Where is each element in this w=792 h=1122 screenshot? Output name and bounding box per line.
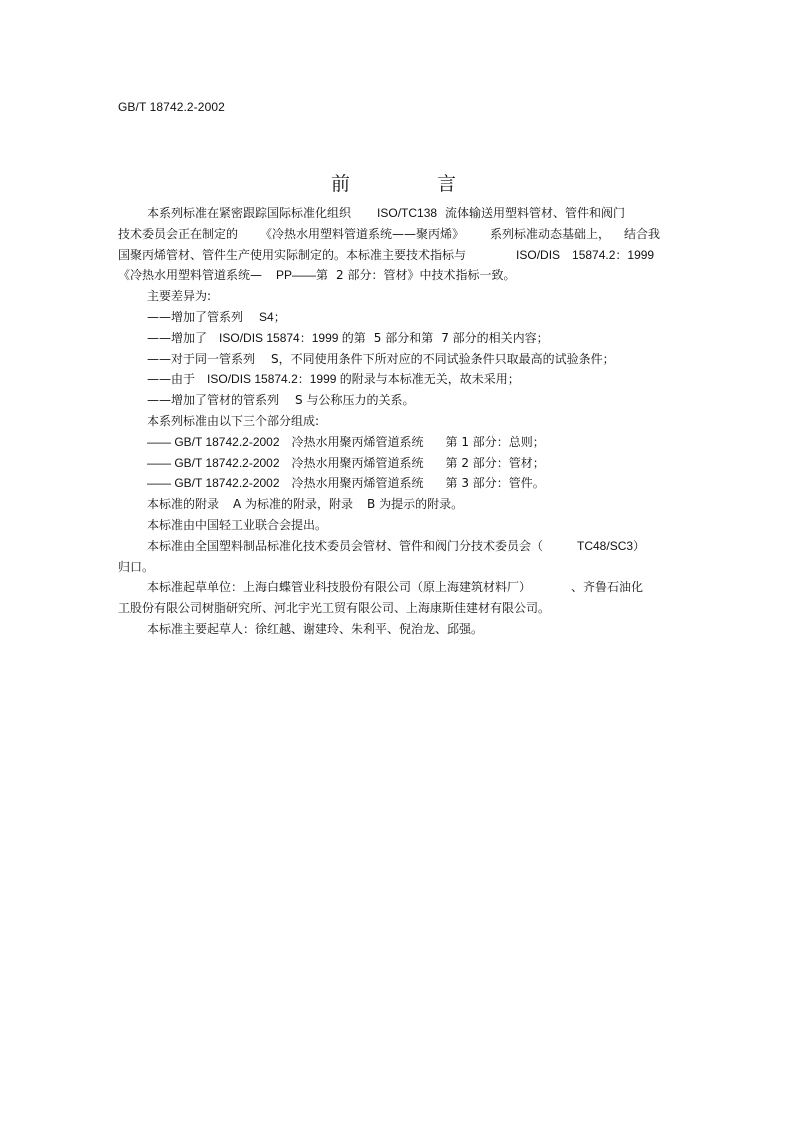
list-item — [118, 390, 678, 411]
text-span: 国聚丙烯管材、管件生产使用实际制定的。本标准主要技术指标与 — [118, 247, 467, 262]
committee-line — [118, 536, 678, 557]
paragraph-line — [118, 224, 678, 245]
paragraph-line — [118, 203, 678, 224]
text-span: 冷热水用聚丙烯管道系统 — [291, 434, 424, 449]
list-item — [118, 328, 678, 349]
text-span: 本系列标准在紧密跟踪国际标准化组织 — [147, 206, 352, 220]
text-span: S4； — [259, 309, 286, 324]
list-item — [118, 369, 678, 390]
text-span: 冷热水用聚丙烯管道系统 — [291, 476, 424, 491]
text-span: ——增加了管系列 — [147, 309, 244, 324]
text-span: 、齐鲁石油化 — [571, 580, 644, 595]
title-char-1: 前 — [331, 173, 351, 195]
text-span: ——增加了 — [147, 330, 208, 345]
committee-line-cont: 归口。 — [118, 559, 155, 574]
text-span: 5 部分和第 — [373, 330, 434, 345]
list-item — [118, 473, 678, 494]
parts-title: 本系列标准由以下三个部分组成: — [147, 413, 320, 428]
text-span: 15874.2：1999 — [572, 247, 655, 262]
text-span: 技术委员会正在制定的 — [118, 226, 239, 241]
paragraph-line — [118, 245, 678, 266]
text-span: —— GB/T 18742.2-2002 — [147, 476, 280, 491]
text-span: 冷热水用聚丙烯管道系统 — [291, 455, 424, 470]
text-span: 《冷热水用塑料管道系统— — [118, 268, 263, 283]
list-item — [118, 349, 678, 370]
text-span: ISO/DIS 15874：1999 的第 — [219, 330, 366, 345]
text-span: 《冷热水用塑料管道系统——聚丙烯》 — [260, 226, 465, 241]
text-span: 第 2 部分：管材； — [445, 455, 545, 470]
text-span: ——增加了管材的管系列 — [147, 393, 280, 408]
text-span: 本标准由全国塑料制品标准化技术委员会管材、管件和阀门分技术委员会（ — [147, 538, 544, 553]
text-span: 本标准起草单位：上海白蝶管业科技股份有限公司（原上海建筑材料厂） — [147, 580, 532, 595]
standard-code-header: GB/T 18742.2-2002 — [118, 100, 225, 114]
appendix-line — [118, 494, 678, 515]
text-span: PP——第 — [276, 268, 329, 283]
text-span: S，不同使用条件下所对应的不同试验条件只取最高的试验条件； — [271, 351, 615, 366]
text-span: —— GB/T 18742.2-2002 — [147, 434, 280, 449]
proposed-line: 本标准由中国轻工业联合会提出。 — [147, 517, 328, 532]
text-span: —— GB/T 18742.2-2002 — [147, 455, 280, 470]
text-span: 2 部分：管材》中技术指标一致。 — [336, 268, 516, 283]
text-span: ISO/TC138 — [377, 206, 438, 220]
text-span: ——由于 — [147, 372, 196, 387]
list-item — [118, 307, 678, 328]
document-body — [118, 203, 678, 640]
text-span: 第 1 部分：总则； — [445, 434, 545, 449]
text-span: 第 3 部分：管件。 — [445, 476, 545, 491]
text-span: A 为标准的附录，附录 — [233, 497, 354, 512]
page-title — [331, 169, 456, 196]
text-span: 本标准的附录 — [147, 497, 220, 512]
text-span: S 与公称压力的关系。 — [295, 393, 415, 408]
text-span: 7 部分的相关内容； — [441, 330, 549, 345]
title-char-2: 言 — [437, 173, 457, 195]
text-span: TC48/SC3） — [577, 538, 646, 553]
text-span: 结合我 — [624, 226, 661, 241]
paragraph-line — [118, 265, 678, 286]
text-span: ISO/DIS — [516, 247, 561, 262]
list-item — [118, 453, 678, 474]
list-item — [118, 432, 678, 453]
text-span: 系列标准动态基础上， — [490, 226, 611, 241]
drafters-line: 本标准主要起草人：徐红越、谢建玲、朱利平、倪治龙、邱强。 — [147, 621, 484, 636]
text-span: ——对于同一管系列 — [147, 351, 256, 366]
text-span: 流体输送用塑料管材、管件和阀门 — [445, 206, 626, 220]
text-span: B 为提示的附录。 — [367, 497, 464, 512]
text-span: ISO/DIS 15874.2：1999 的附录与本标准无关，故未采用； — [207, 372, 520, 387]
drafting-units-line-cont: 工股份有限公司树脂研究所、河北宇光工贸有限公司、上海康斯佳建材有限公司。 — [118, 601, 551, 616]
drafting-units-line — [118, 577, 678, 598]
diff-title: 主要差异为: — [147, 289, 212, 304]
